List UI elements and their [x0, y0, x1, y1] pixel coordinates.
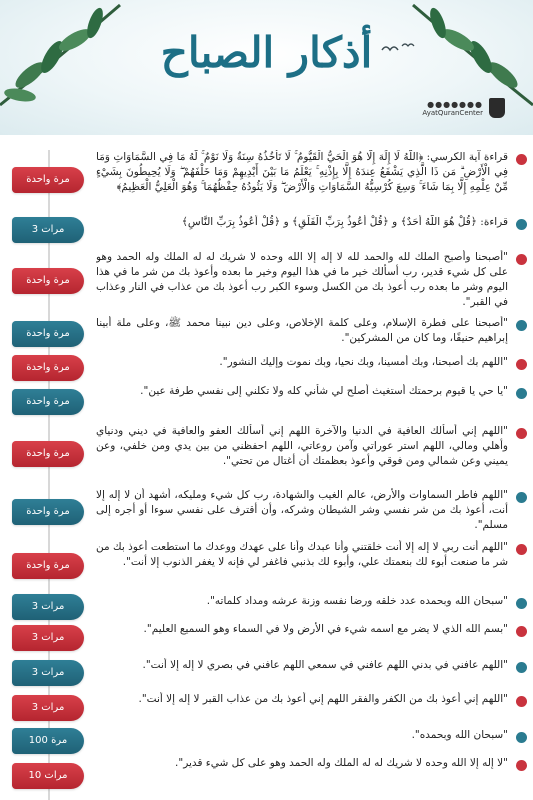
page-title: أذكار الصباح: [160, 28, 373, 77]
dhikr-text: "اللهم إني أعوذ بك من الكفر والفقر اللهم إني أعوذ بك من عذاب القبر لا إله إلا أنت".: [138, 693, 508, 705]
repeat-count-badge: مرة واحدة: [12, 167, 84, 193]
bullet-dot-icon: [516, 544, 527, 555]
social-icons: ●●●●●●●: [427, 99, 483, 109]
bullet-dot-icon: [516, 662, 527, 673]
repeat-count-badge: مرة واحدة: [12, 355, 84, 381]
repeat-count-badge: مرة واحدة: [12, 321, 84, 347]
repeat-count-badge: مرة واحدة: [12, 389, 84, 415]
dhikr-text: "اللهم فاطر السماوات والأرض، عالم الغيب والشهادة، رب كل شيء ومليكه، أشهد أن لا إله إلا أنت، أعوذ بك من شر نفسي وشر الشيطان وشركه، وأن أقترف على نفسي سوءا أو أجره إلى مسلم".: [96, 489, 508, 531]
repeat-count-badge: 3 مرات: [12, 217, 84, 243]
dhikr-text: "أصبحنا وأصبح الملك لله والحمد لله لا إله إلا الله وحده لا شريك له له الملك وله الحمد وهو على كل شيء قدير، رب أسألك خير ما في هذا اليوم وخير ما بعده وأعوذ بك من شر ما في هذا اليوم وشر ما بعده رب أعوذ بك من الكسل وسوء الكبر رب أعوذ بك من عذاب في النار وعذاب في القبر".: [96, 251, 508, 308]
bullet-dot-icon: [516, 154, 527, 165]
repeat-count-badge: 10 مرات: [12, 763, 84, 789]
repeat-count-badge: 3 مرات: [12, 695, 84, 721]
brand-block: [422, 98, 505, 118]
dhikr-text: "لا إله إلا الله وحده لا شريك له له الملك وله الحمد وهو على كل شيء قدير".: [175, 757, 508, 769]
dhikr-row: [0, 250, 533, 312]
bullet-dot-icon: [516, 388, 527, 399]
bullet-dot-icon: [516, 760, 527, 771]
repeat-count-badge: مرة واحدة: [12, 499, 84, 525]
dhikr-row: [0, 594, 533, 616]
repeat-count-badge: مرة واحدة: [12, 553, 84, 579]
header-banner: [0, 0, 533, 135]
repeat-count-badge: مرة واحدة: [12, 268, 84, 294]
dhikr-row: [0, 728, 533, 752]
dhikr-row: [0, 540, 533, 592]
bullet-dot-icon: [516, 428, 527, 439]
dhikr-row: [0, 756, 533, 796]
bullet-dot-icon: [516, 320, 527, 331]
bullet-dot-icon: [516, 626, 527, 637]
bullet-dot-icon: [516, 696, 527, 707]
bullet-dot-icon: [516, 219, 527, 230]
bullet-dot-icon: [516, 359, 527, 370]
brand-name: AyatQuranCenter: [422, 108, 483, 117]
dhikr-row: [0, 150, 533, 210]
dhikr-text: "بسم الله الذي لا يضر مع اسمه شيء في الأرض ولا في السماء وهو السميع العليم".: [143, 623, 508, 635]
dhikr-text: "اللهم بك أصبحنا، وبك أمسينا، وبك نحيا، وبك نموت وإليك النشور".: [219, 356, 508, 368]
dhikr-row: [0, 488, 533, 536]
dhikr-row: [0, 658, 533, 688]
bullet-dot-icon: [516, 492, 527, 503]
dhikr-row: [0, 692, 533, 724]
dhikr-row: [0, 215, 533, 245]
bullet-dot-icon: [516, 254, 527, 265]
dhikr-row: [0, 316, 533, 352]
dhikr-row: [0, 384, 533, 420]
repeat-count-badge: مرة واحدة: [12, 441, 84, 467]
bullet-dot-icon: [516, 732, 527, 743]
dhikr-text: "يا حي يا قيوم برحمتك أستغيث أصلح لي شأني كله ولا تكلني إلى نفسي طرفة عين".: [140, 385, 508, 397]
dhikr-text: "سبحان الله وبحمده".: [411, 729, 508, 741]
dhikr-text: قراءة: ﴿قُلْ هُوَ اللَّهُ أَحَدٌ﴾ و ﴿قُلْ أَعُوذُ بِرَبِّ الْفَلَقِ﴾ و ﴿قُلْ أَعُوذُ بِرَبِّ النَّاسِ﴾: [181, 216, 508, 228]
dhikr-text: "سبحان الله وبحمده عدد خلقه ورضا نفسه وزنة عرشه ومداد كلماته".: [206, 595, 508, 607]
dhikr-text: قراءة آية الكرسي: ﴿اللَّهُ لَا إِلَٰهَ إِلَّا هُوَ الْحَيُّ الْقَيُّومُ ۚ لَا تَأْخُذُهُ سِنَةٌ وَلَا نَوْمٌ ۚ لَّهُ مَا فِي السَّمَاوَاتِ وَمَا فِي الْأَرْضِ ۗ مَن ذَا الَّذِي يَشْفَعُ عِندَهُ إِلَّا بِإِذْنِهِ ۚ يَعْلَمُ مَا بَيْنَ أَيْدِيهِمْ وَمَا خَلْفَهُمْ ۖ وَلَا يُحِيطُونَ بِشَيْءٍ مِّنْ عِلْمِهِ إِلَّا بِمَا شَاءَ ۚ وَسِعَ كُرْسِيُّهُ السَّمَاوَاتِ وَالْأَرْضَ ۖ وَلَا يَئُودُهُ حِفْظُهُمَا ۚ وَهُوَ الْعَلِيُّ الْعَظِيمُ﴾: [96, 151, 508, 193]
repeat-count-badge: 3 مرات: [12, 625, 84, 651]
brand-logo-icon: [489, 98, 505, 118]
dhikr-row: [0, 424, 533, 484]
dhikr-text: "اللهم إني أسألك العافية في الدنيا والآخرة اللهم إني أسألك العفو والعافية في ديني ودنياي وأهلي ومالي، اللهم استر عوراتي وآمن روعاتي، اللهم احفظني من بين يدي ومن خلفي، وعن يميني وعن شمالي ومن فوقي وأعوذ بعظمتك أن أغتال من تحتي".: [96, 425, 508, 467]
repeat-count-badge: 100 مرة: [12, 728, 84, 754]
dhikr-text: "اللهم عافني في بدني اللهم عافني في سمعي اللهم عافني في بصري لا إله إلا أنت".: [142, 659, 508, 671]
dhikr-text: "اللهم أنت ربي لا إله إلا أنت خلقتني وأنا عبدك وأنا على عهدك ووعدك ما استطعت أعوذ بك من شر ما صنعت أبوء لك بنعمتك علي، وأبوء لك بذنبي فاغفر لي فإنه لا يغفر الذنوب إلا أنت".: [96, 541, 508, 568]
repeat-count-badge: 3 مرات: [12, 594, 84, 620]
dhikr-row: [0, 355, 533, 379]
dhikr-text: "أصبحنا على فطرة الإسلام، وعلى كلمة الإخلاص، وعلى دين نبينا محمد ﷺ، وعلى ملة أبينا إبراهيم حنيفًا، وما كان من المشركين".: [96, 317, 508, 344]
dhikr-row: [0, 622, 533, 654]
bullet-dot-icon: [516, 598, 527, 609]
repeat-count-badge: 3 مرات: [12, 660, 84, 686]
